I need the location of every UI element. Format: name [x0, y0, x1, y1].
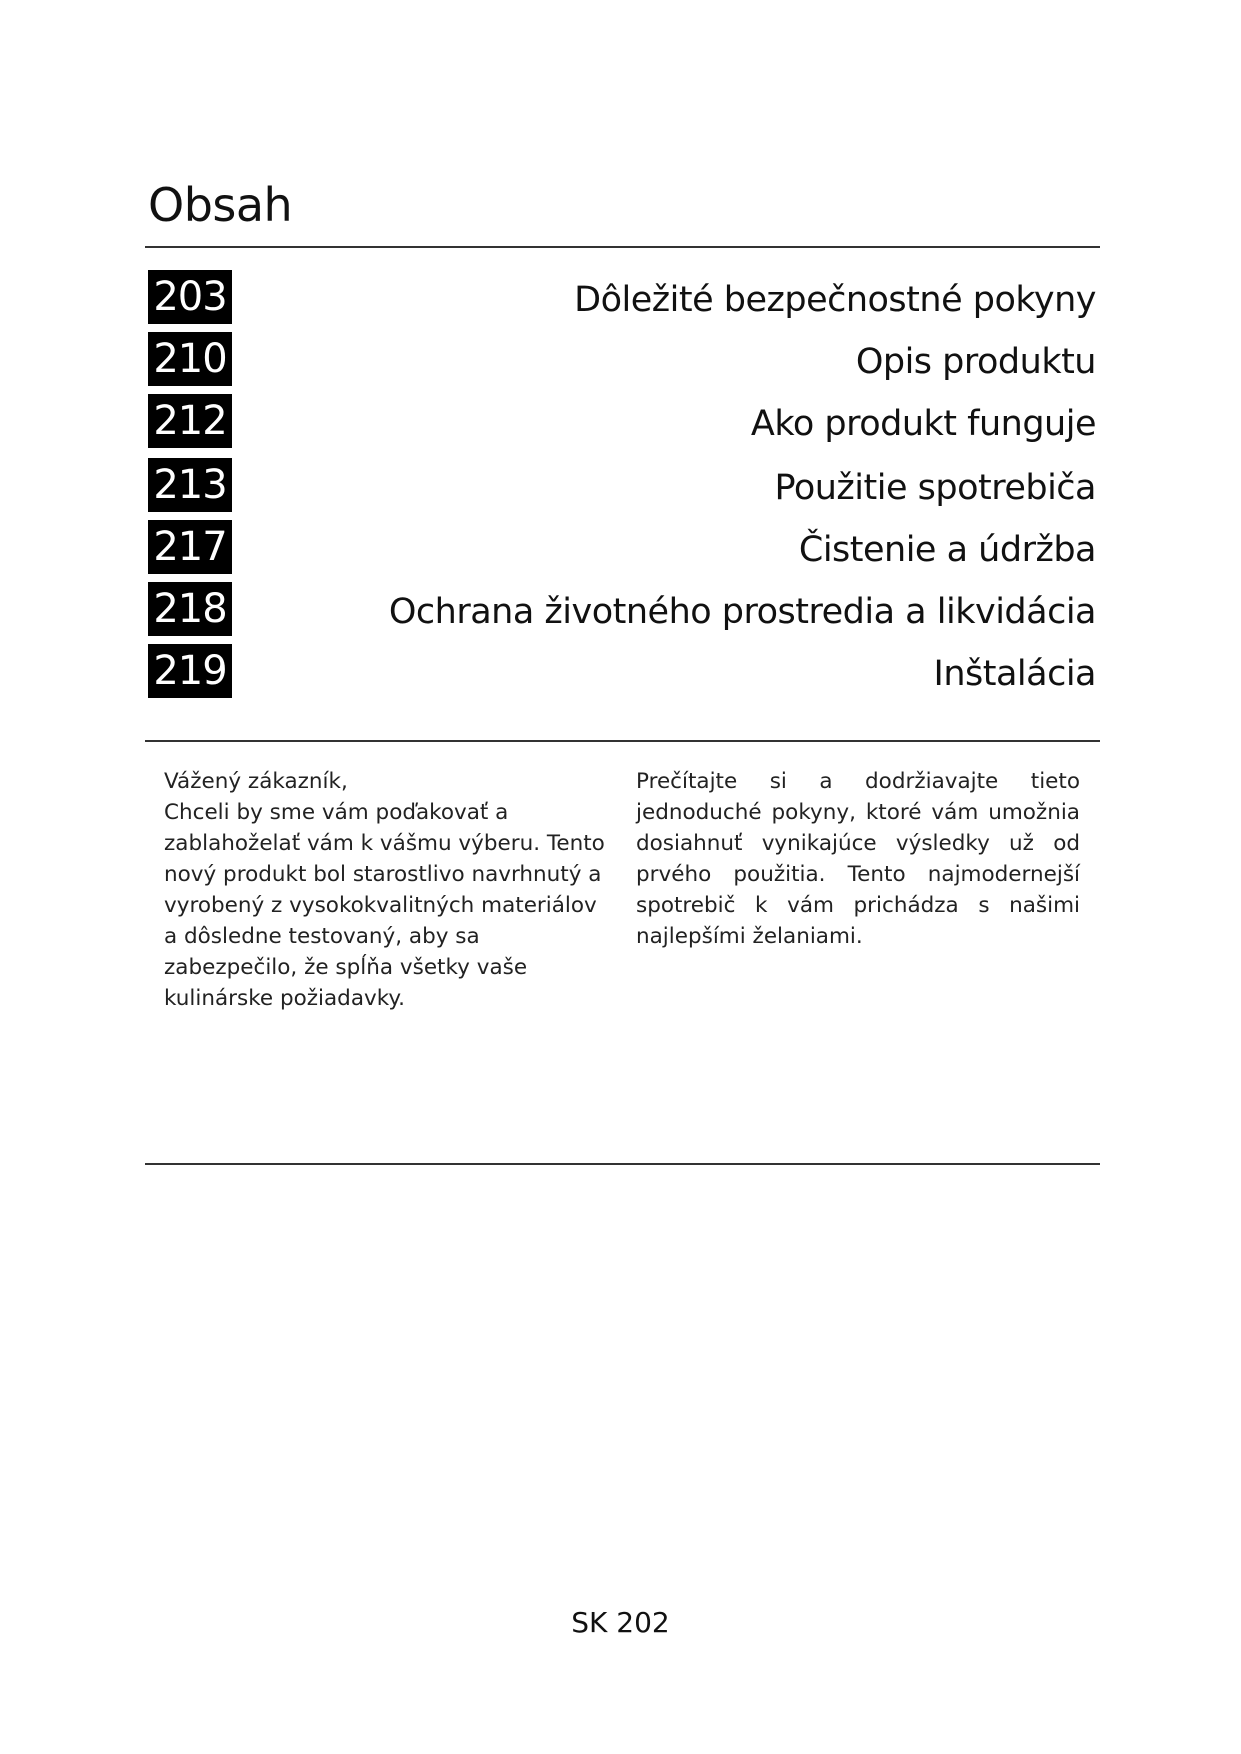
toc-page-number: 212: [148, 394, 232, 448]
toc-item[interactable]: [148, 520, 1096, 576]
intro-greeting: Vážený zákazník,: [164, 769, 348, 794]
toc-item[interactable]: [148, 394, 1096, 450]
intro-right-text: Prečítajte si a dodržiavajte tieto jednoduché pokyny, ktoré vám umožnia dosiahnuť vynikajúce výsledky už od prvého použitia. Tento najmodernejší spotrebič k vám prichádza s našimi najlepšími želaniami.: [636, 769, 1080, 949]
divider-middle: [145, 740, 1100, 742]
toc-page-number: 219: [148, 644, 232, 698]
toc-item-label: Opis produktu: [855, 342, 1096, 382]
toc-item[interactable]: [148, 270, 1096, 326]
toc-page-number: 213: [148, 458, 232, 512]
page-title: Obsah: [148, 178, 293, 232]
toc-item-label: Ako produkt funguje: [750, 404, 1096, 444]
toc-item[interactable]: [148, 458, 1096, 514]
toc-item[interactable]: [148, 644, 1096, 700]
toc-page-number: 210: [148, 332, 232, 386]
toc-item[interactable]: [148, 332, 1096, 388]
intro-left-text: Chceli by sme vám poďakovať a zablahoželať vám k vášmu výberu. Tento nový produkt bol starostlivo navrhnutý a vyrobený z vysokokvalitných materiálov a dôsledne testovaný, aby sa zabezpečilo, že spĺňa všetky vaše kulinárske požiadavky.: [164, 800, 605, 1011]
toc-item[interactable]: [148, 582, 1096, 638]
toc-item-label: Použitie spotrebiča: [774, 468, 1096, 508]
intro-right-column: [636, 766, 1080, 952]
toc-page-number: 203: [148, 270, 232, 324]
toc-page-number: 217: [148, 520, 232, 574]
toc-item-label: Dôležité bezpečnostné pokyny: [574, 280, 1096, 320]
toc-item-label: Ochrana životného prostredia a likvidácia: [388, 592, 1096, 632]
divider-bottom: [145, 1163, 1100, 1165]
page-number-footer: SK 202: [571, 1606, 670, 1639]
divider-top: [145, 246, 1100, 248]
intro-left-column: [164, 766, 614, 1014]
toc-page-number: 218: [148, 582, 232, 636]
toc-item-label: Inštalácia: [933, 654, 1096, 694]
toc-item-label: Čistenie a údržba: [798, 530, 1096, 570]
